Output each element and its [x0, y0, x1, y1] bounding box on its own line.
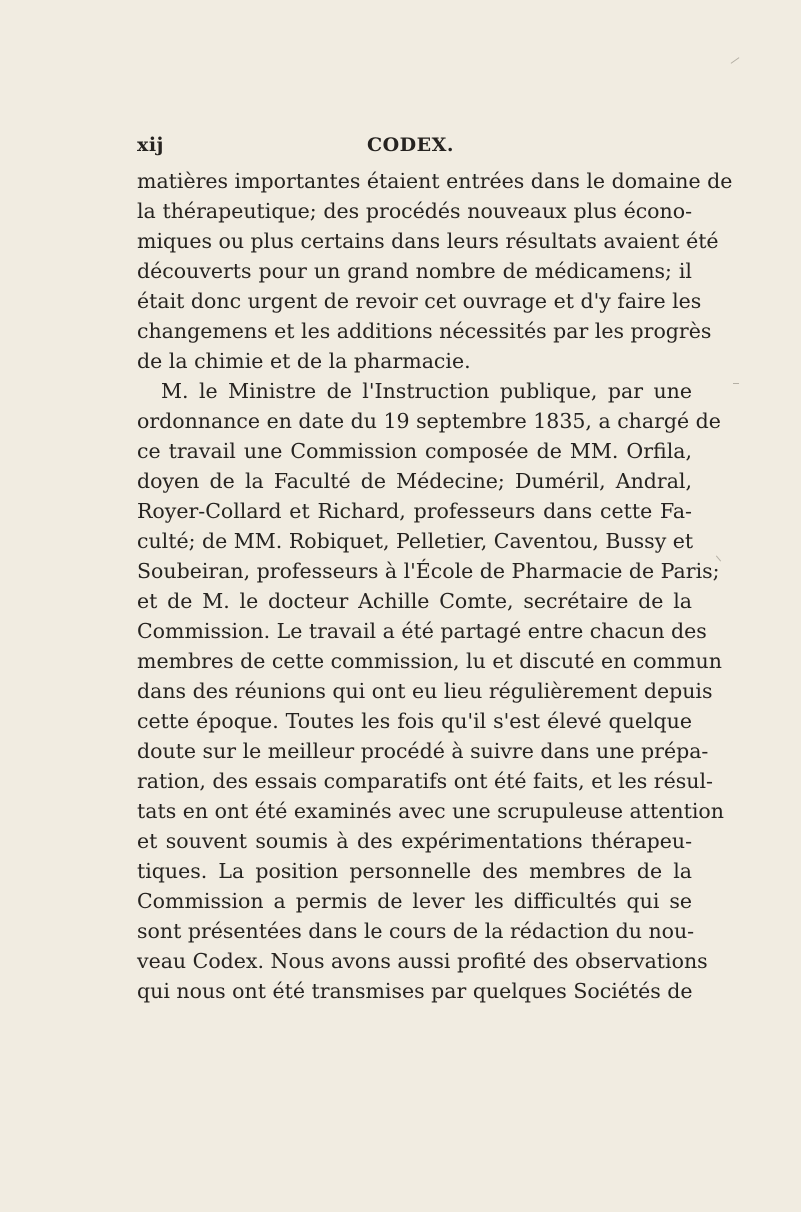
text-line: ration, des essais comparatifs ont été faits, et les résul- — [137, 769, 713, 793]
text-line: doyen de la Faculté de Médecine; Duméril, Andral, — [137, 469, 692, 493]
text-line: cette époque. Toutes les fois qu'il s'est élevé quelque — [137, 709, 692, 733]
text-line: Soubeiran, professeurs à l'École de Pharmacie de Paris; — [137, 559, 720, 583]
text-line: qui nous ont été transmises par quelques Sociétés de — [137, 979, 693, 1003]
text-line: tiques. La position personnelle des membres de la — [137, 859, 692, 883]
text-line: la thérapeutique; des procédés nouveaux plus écono- — [137, 199, 692, 223]
text-line: Commission a permis de lever les difficultés qui se — [137, 889, 692, 913]
running-title: CODEX. — [367, 134, 454, 156]
page-number: xij — [137, 134, 164, 156]
text-line: ordonnance en date du 19 septembre 1835, a chargé de — [137, 409, 721, 433]
text-line: ce travail une Commission composée de MM. Orfila, — [137, 439, 692, 463]
text-line: doute sur le meilleur procédé à suivre dans une prépa- — [137, 739, 709, 763]
text-line: était donc urgent de revoir cet ouvrage et d'y faire les — [137, 289, 702, 313]
text-line: de la chimie et de la pharmacie. — [137, 349, 471, 373]
paper-speck — [733, 383, 739, 384]
body-text — [137, 166, 733, 1006]
text-line: sont présentées dans le cours de la rédaction du nou- — [137, 919, 695, 943]
text-line: changemens et les additions nécessités par les progrès — [137, 319, 712, 343]
text-line: culté; de MM. Robiquet, Pelletier, Caventou, Bussy et — [137, 529, 694, 553]
text-line: Commission. Le travail a été partagé entre chacun des — [137, 619, 707, 643]
text-line: miques ou plus certains dans leurs résultats avaient été — [137, 229, 719, 253]
paper-speck — [731, 57, 740, 64]
text-line: dans des réunions qui ont eu lieu régulièrement depuis — [137, 679, 713, 703]
text-line: tats en ont été examinés avec une scrupuleuse attention — [137, 799, 724, 823]
text-line: et souvent soumis à des expérimentations thérapeu- — [137, 829, 692, 853]
text-line: matières importantes étaient entrées dans le domaine de — [137, 169, 733, 193]
text-line: découverts pour un grand nombre de médicamens; il — [137, 259, 692, 283]
text-line: Royer-Collard et Richard, professeurs dans cette Fa- — [137, 499, 692, 523]
text-line: membres de cette commission, lu et discuté en commun — [137, 649, 722, 673]
text-line: et de M. le docteur Achille Comte, secrétaire de la — [137, 589, 692, 613]
running-head — [0, 134, 801, 164]
text-line: veau Codex. Nous avons aussi profité des observations — [137, 949, 708, 973]
text-line: M. le Ministre de l'Instruction publique, par une — [161, 379, 692, 403]
